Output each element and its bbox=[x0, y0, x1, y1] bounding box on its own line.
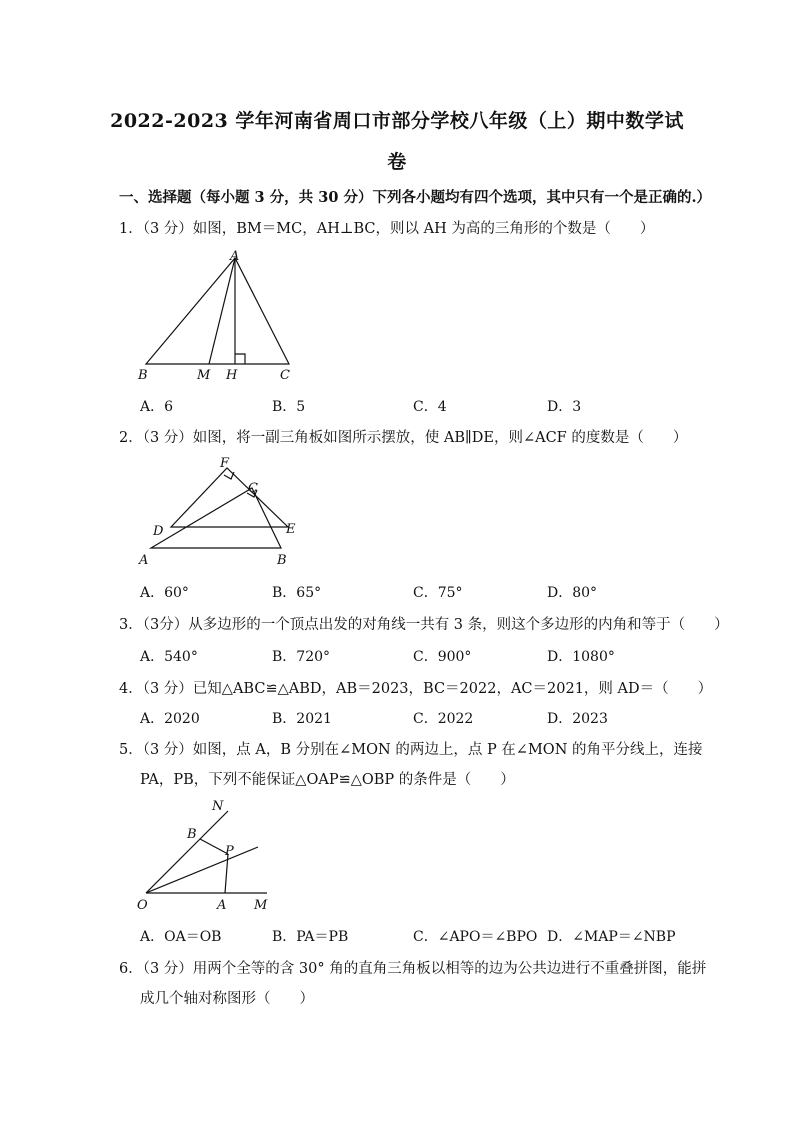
option-c[interactable]: C．2022 bbox=[413, 711, 474, 727]
bisector-op bbox=[146, 847, 258, 893]
question-6-text: 6．（3 分）用两个全等的含 30° 角的直角三角板以相等的边为公共边进行不重叠拼图，能拼 bbox=[119, 961, 707, 977]
segment-bp bbox=[200, 839, 228, 854]
label-a: A bbox=[230, 249, 240, 264]
option-a[interactable]: A．6 bbox=[140, 399, 174, 415]
question-5-figure bbox=[132, 797, 282, 915]
page-title-continued: 卷 bbox=[387, 151, 407, 173]
option-d[interactable]: D．∠MAP＝∠NBP bbox=[547, 929, 676, 945]
label-e: E bbox=[286, 522, 296, 537]
option-a[interactable]: A．2020 bbox=[140, 711, 200, 727]
option-b[interactable]: B．2021 bbox=[272, 711, 332, 727]
question-1-text: 1．（3 分）如图，BM＝MC，AH⊥BC，则以 AH 为高的三角形的个数是（ ） bbox=[119, 221, 655, 237]
label-b: B bbox=[277, 553, 287, 568]
triangle-abc bbox=[146, 258, 289, 364]
label-m: M bbox=[197, 368, 211, 383]
option-c[interactable]: C．75° bbox=[413, 585, 463, 601]
option-b[interactable]: B．65° bbox=[272, 585, 322, 601]
label-h: H bbox=[226, 368, 238, 383]
option-b[interactable]: B．5 bbox=[272, 399, 306, 415]
option-c[interactable]: C．900° bbox=[413, 649, 472, 665]
option-d[interactable]: D．2023 bbox=[547, 711, 608, 727]
question-3-text: 3．（3分）从多边形的一个顶点出发的对角线一共有 3 条，则这个多边形的内角和等于（ ） bbox=[119, 617, 729, 633]
label-p: P bbox=[225, 844, 234, 859]
label-o: O bbox=[137, 898, 148, 913]
triangle-abc bbox=[151, 488, 281, 548]
option-c[interactable]: C．∠APO＝∠BPO bbox=[413, 929, 538, 945]
triangle-def bbox=[171, 468, 288, 527]
label-a: A bbox=[217, 898, 227, 913]
option-a[interactable]: A．OA＝OB bbox=[140, 929, 222, 945]
label-b: B bbox=[187, 827, 197, 842]
label-a: A bbox=[139, 553, 149, 568]
right-angle-mark bbox=[235, 354, 245, 364]
label-d: D bbox=[153, 524, 164, 539]
label-n: N bbox=[212, 799, 224, 814]
label-c: C bbox=[248, 481, 258, 496]
question-1-figure bbox=[130, 248, 310, 383]
label-b: B bbox=[138, 368, 148, 383]
option-b[interactable]: B．PA＝PB bbox=[272, 929, 349, 945]
label-m: M bbox=[254, 898, 268, 913]
option-a[interactable]: A．540° bbox=[140, 649, 198, 665]
option-d[interactable]: D．80° bbox=[547, 585, 598, 601]
question-4-text: 4．（3 分）已知△ABC≌△ABD，AB＝2023，BC＝2022，AC＝2021，则 AD＝（ ） bbox=[119, 681, 713, 697]
label-f: F bbox=[220, 456, 230, 471]
option-d[interactable]: D．3 bbox=[547, 399, 582, 415]
ray-on bbox=[146, 811, 228, 893]
question-2-figure bbox=[135, 455, 310, 570]
option-c[interactable]: C．4 bbox=[413, 399, 447, 415]
label-c: C bbox=[280, 368, 290, 383]
option-b[interactable]: B．720° bbox=[272, 649, 331, 665]
option-d[interactable]: D．1080° bbox=[547, 649, 615, 665]
option-a[interactable]: A．60° bbox=[140, 585, 189, 601]
section-heading: 一、选择题（每小题 3 分，共 30 分）下列各小题均有四个选项，其中只有一个是正确的.） bbox=[119, 189, 712, 206]
question-5-text-continued: PA，PB，下列不能保证△OAP≌△OBP 的条件是（ ） bbox=[140, 772, 515, 788]
question-5-text: 5．（3 分）如图，点 A，B 分别在∠MON 的两边上，点 P 在∠MON 的角平分线上，连接 bbox=[119, 742, 703, 758]
question-2-text: 2．（3 分）如图，将一副三角板如图所示摆放，使 AB∥DE，则∠ACF 的度数是（ ） bbox=[119, 430, 688, 446]
question-6-text-continued: 成几个轴对称图形（ ） bbox=[140, 991, 314, 1007]
page-title: 2022-2023 学年河南省周口市部分学校八年级（上）期中数学试 bbox=[110, 110, 684, 132]
